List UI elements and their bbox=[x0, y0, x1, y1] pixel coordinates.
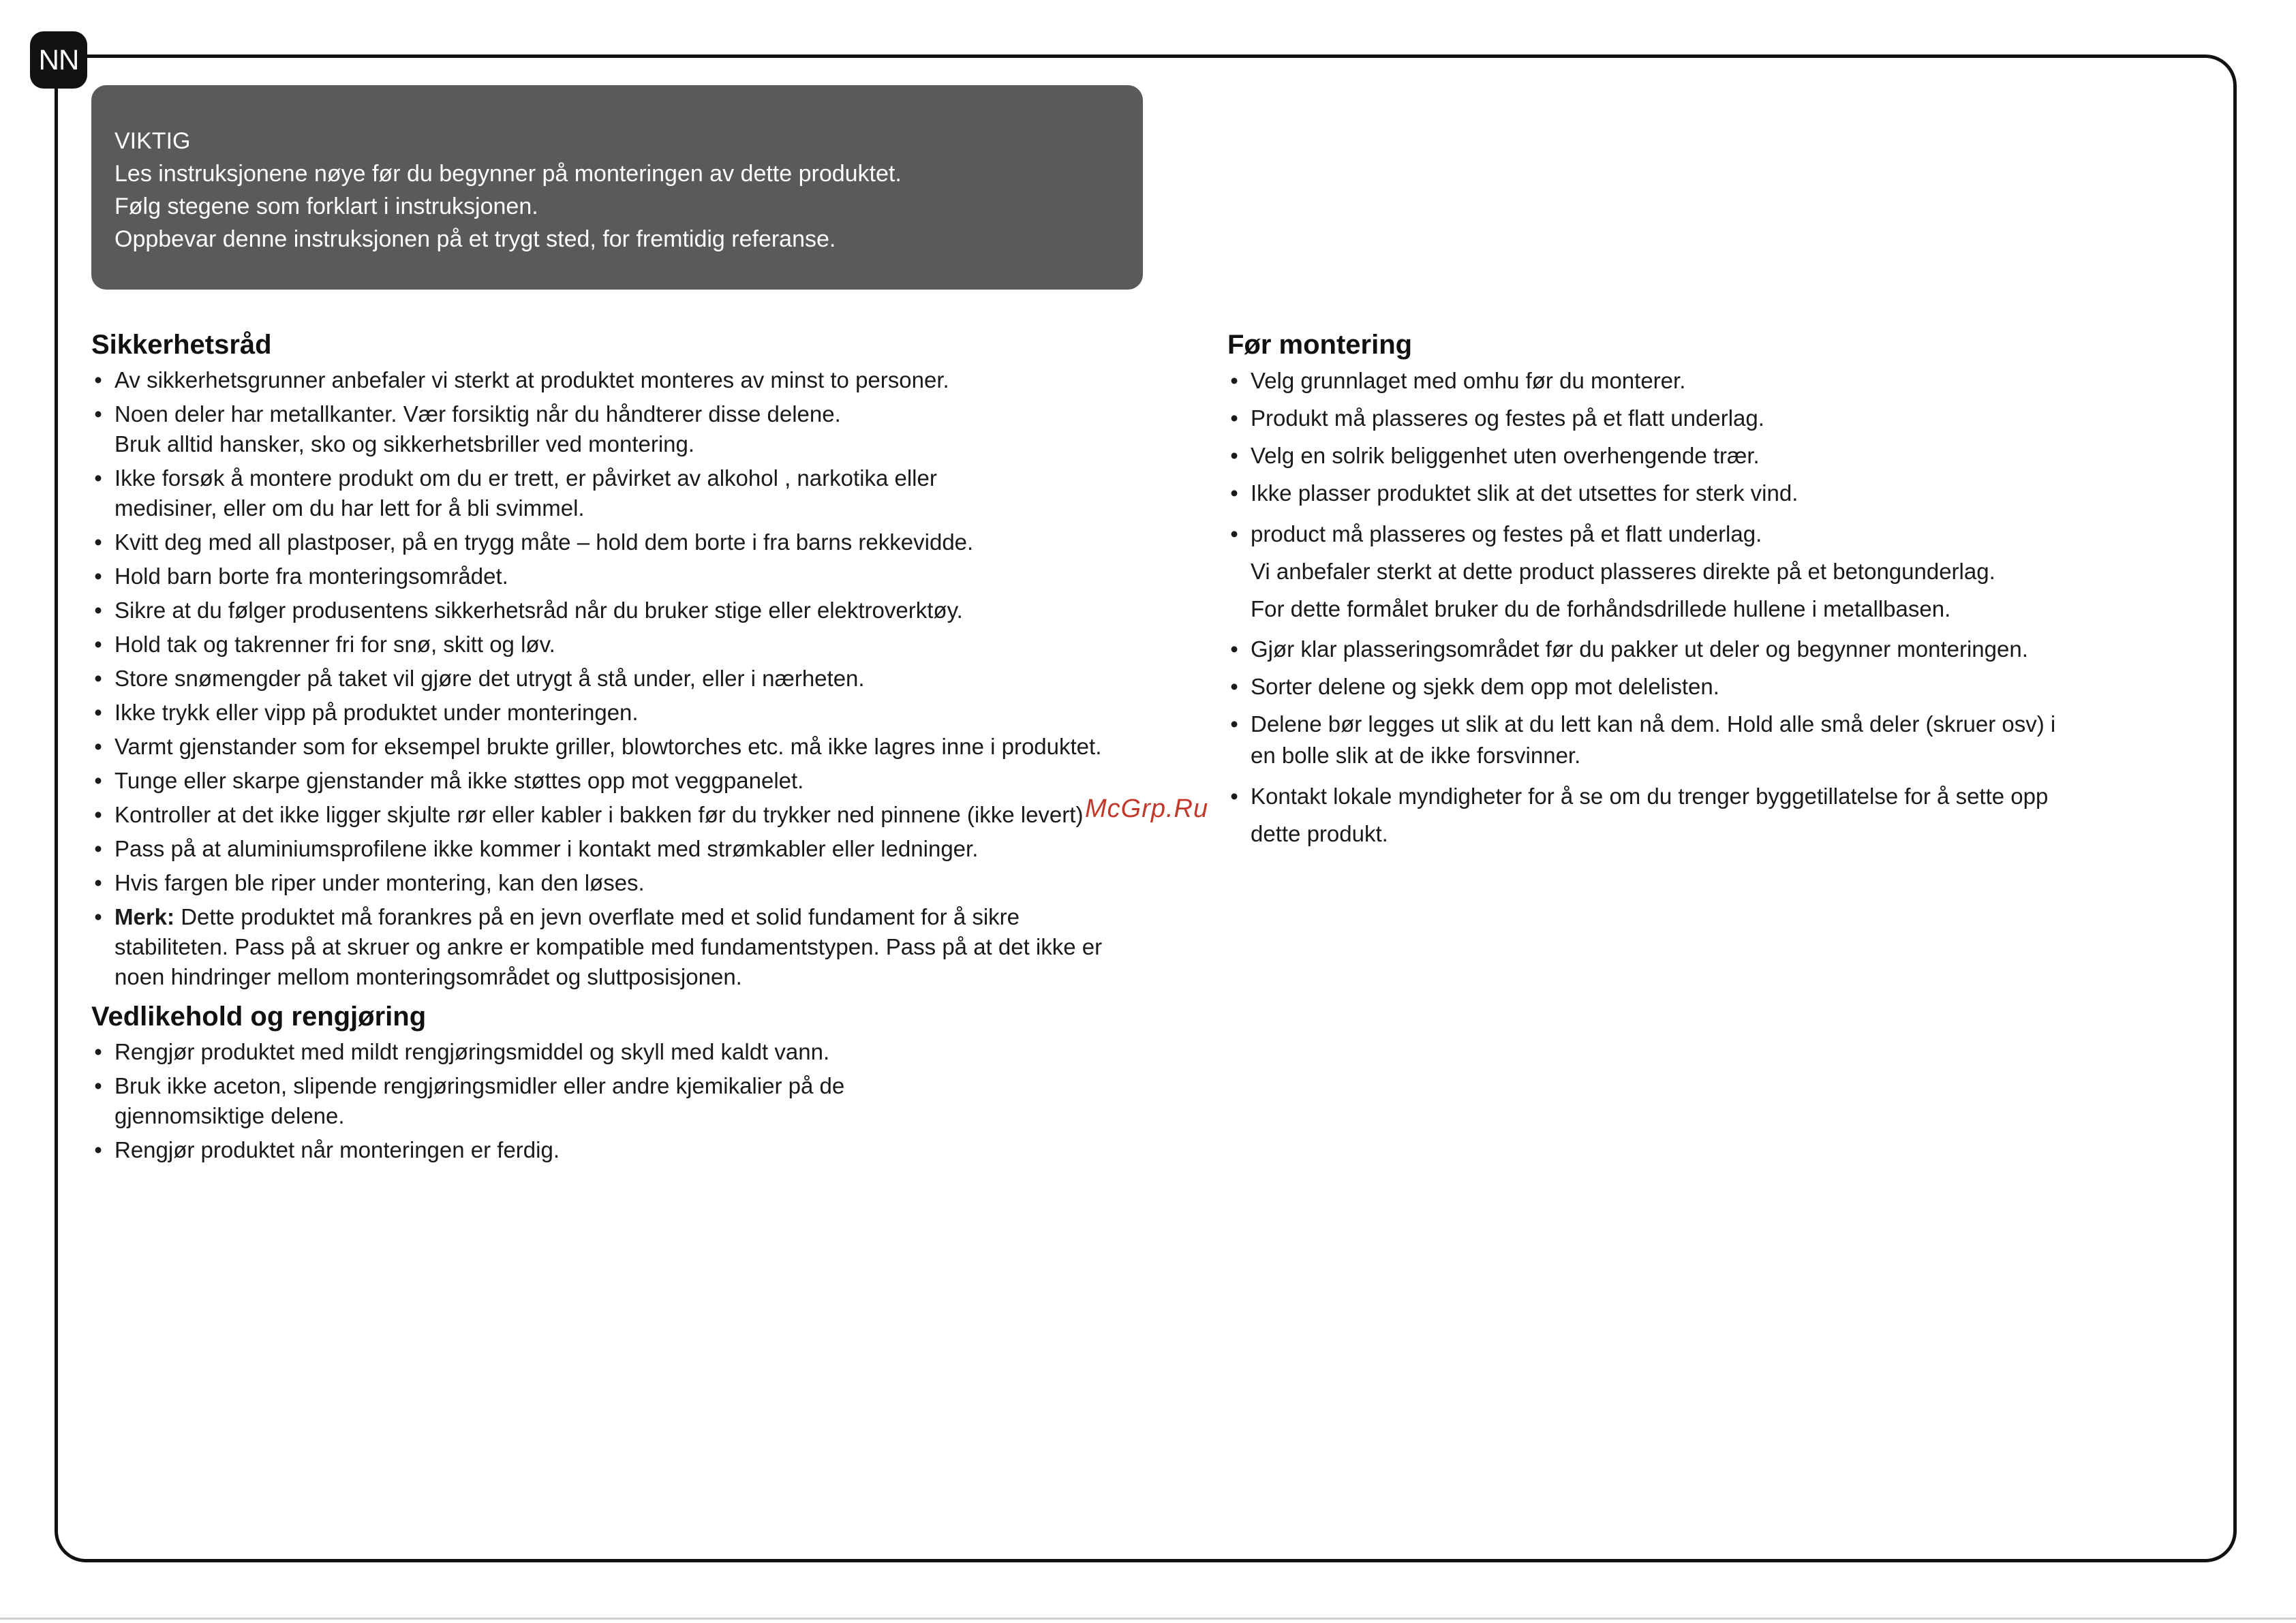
list-item: • Hold barn borte fra monteringsområdet. bbox=[94, 563, 508, 589]
important-notice bbox=[91, 85, 1143, 290]
list-item: • Ikke trykk eller vipp på produktet under monteringen. bbox=[94, 700, 639, 725]
safety-heading: Sikkerhetsråd bbox=[91, 330, 272, 360]
list-item: • Varmt gjenstander som for eksempel brukte griller, blowtorches etc. må ikke lagres inne i produktet. bbox=[94, 734, 1102, 759]
bottom-rule bbox=[0, 1618, 2296, 1620]
list-item: • Velg grunnlaget med omhu før du monterer. bbox=[1230, 368, 1686, 393]
maintenance-list bbox=[91, 1037, 1154, 1165]
list-item: • Kontroller at det ikke ligger skjulte rør eller kabler i bakken før du trykker ned pinnene (ikke levert) bbox=[94, 802, 1084, 827]
right-column bbox=[1227, 324, 2182, 859]
list-item: • Kvitt deg med all plastposer, på en trygg måte – hold dem borte i fra barns rekkevidde. bbox=[94, 529, 974, 555]
list-item: • Rengjør produktet når monteringen er ferdig. bbox=[94, 1137, 560, 1162]
list-item: • Kontakt lokale myndigheter for å se om du trenger byggetillatelse for å sette opp dette produkt. bbox=[1230, 784, 2049, 846]
list-item: • Gjør klar plasseringsområdet før du pakker ut deler og begynner monteringen. bbox=[1230, 636, 2028, 662]
list-item: • Sikre at du følger produsentens sikkerhetsråd når du bruker stige eller elektroverktøy. bbox=[94, 598, 963, 623]
list-item: • Tunge eller skarpe gjenstander må ikke støttes opp mot veggpanelet. bbox=[94, 768, 804, 793]
list-item: • Produkt må plasseres og festes på et flatt underlag. bbox=[1230, 405, 1764, 431]
notice-line: Oppbevar denne instruksjonen på et trygt sted, for fremtidig referanse. bbox=[114, 226, 836, 252]
list-item: • Rengjør produktet med mildt rengjøringsmiddel og skyll med kaldt vann. bbox=[94, 1039, 830, 1064]
left-column bbox=[91, 324, 1154, 1169]
list-item: • Av sikkerhetsgrunner anbefaler vi sterkt at produktet monteres av minst to personer. bbox=[94, 367, 949, 392]
list-item: • Delene bør legges ut slik at du lett kan nå dem. Hold alle små deler (skruer osv) i en bolle slik at de ikke forsvinner. bbox=[1230, 711, 2056, 768]
before-assembly-list bbox=[1227, 365, 2182, 852]
safety-list bbox=[91, 365, 1154, 992]
notice-line: Les instruksjonene nøye før du begynner på monteringen av dette produktet. bbox=[114, 161, 902, 187]
list-item: • Hvis fargen ble riper under montering, kan den løses. bbox=[94, 870, 645, 895]
note-item: • Merk: Dette produktet må forankres på en jevn overflate med et solid fundament for å sikre stabiliteten. Pass på at skruer og ankre er kompatible med fundamentstypen. Pass på at det ikke er noen hindringer mellom monteringsområdet og sluttposisjonen. bbox=[94, 904, 1103, 989]
notice-title: VIKTIG bbox=[114, 128, 191, 154]
language-badge: NN bbox=[30, 31, 87, 89]
maintenance-heading: Vedlikehold og rengjøring bbox=[91, 1002, 427, 1032]
list-item: • Store snømengder på taket vil gjøre det utrygt å stå under, eller i nærheten. bbox=[94, 666, 865, 691]
list-item: • Pass på at aluminiumsprofilene ikke kommer i kontakt med strømkabler eller ledninger. bbox=[94, 836, 979, 861]
list-item: • Noen deler har metallkanter. Vær forsiktig når du håndterer disse delene. Bruk alltid hansker, sko og sikkerhetsbriller ved montering. bbox=[94, 401, 841, 457]
maintenance-section bbox=[91, 996, 1154, 1165]
list-item: • Bruk ikke aceton, slipende rengjøringsmidler eller andre kjemikalier på de gjennomsiktige delene. bbox=[94, 1073, 845, 1128]
list-item: • Sorter delene og sjekk dem opp mot delelisten. bbox=[1230, 674, 1719, 699]
list-item: • Velg en solrik beliggenhet uten overhengende trær. bbox=[1230, 443, 1760, 468]
list-item: • Ikke plasser produktet slik at det utsettes for sterk vind. bbox=[1230, 480, 1798, 506]
before-assembly-heading: Før montering bbox=[1227, 330, 1413, 360]
list-item: • Hold tak og takrenner fri for snø, skitt og løv. bbox=[94, 632, 555, 657]
notice-line: Følg stegene som forklart i instruksjonen. bbox=[114, 194, 538, 219]
note-label: Merk: bbox=[114, 904, 175, 929]
site-watermark: McGrp.Ru bbox=[1085, 794, 1209, 823]
list-item: • product må plasseres og festes på et flatt underlag. Vi anbefaler sterkt at dette product plasseres direkte på et betongunderlag. For dette formålet bruker du de forhåndsdrillede hullene i metallbasen. bbox=[1230, 521, 1995, 621]
list-item: • Ikke forsøk å montere produkt om du er trett, er påvirket av alkohol , narkotika eller medisiner, eller om du har lett for å bli svimmel. bbox=[94, 465, 937, 521]
